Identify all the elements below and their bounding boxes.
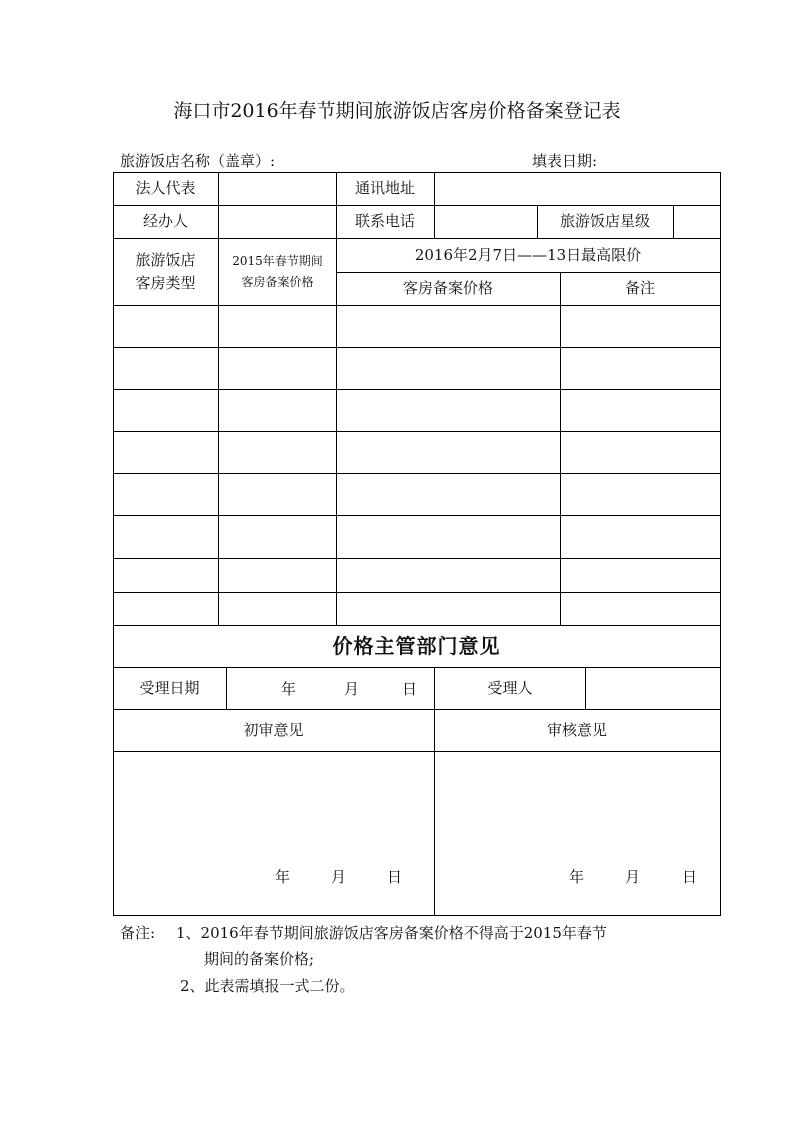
address-field[interactable] <box>435 172 720 205</box>
note-item-1-line1: 1、2016年春节期间旅游饭店客房备案价格不得高于2015年春节 <box>176 924 607 942</box>
phone-field[interactable] <box>435 205 537 238</box>
max-price-period-header: 2016年2月7日——13日最高限价 <box>414 245 642 264</box>
legal-rep-field[interactable] <box>219 172 336 205</box>
final-review-day: 日 <box>682 868 698 886</box>
acceptance-year: 年 <box>281 680 297 698</box>
price-2015-line1: 2015年春节期间 <box>232 254 323 269</box>
room-type-line2: 客房类型 <box>135 273 196 292</box>
hotel-name-label: 旅游饭店名称（盖章）: <box>120 152 276 170</box>
handler-field[interactable] <box>219 205 336 238</box>
acceptance-month: 月 <box>344 680 360 698</box>
price-2015-header <box>219 238 336 305</box>
star-level-field[interactable] <box>674 205 720 238</box>
acceptor-label: 受理人 <box>487 678 533 697</box>
legal-rep-label: 法人代表 <box>135 179 196 198</box>
final-review-label: 审核意见 <box>546 720 607 739</box>
price-dept-opinion-heading: 价格主管部门意见 <box>332 634 501 658</box>
phone-label: 联系电话 <box>354 212 415 231</box>
acceptance-day: 日 <box>402 680 418 698</box>
room-type-line1: 旅游饭店 <box>135 251 196 269</box>
acceptor-field[interactable] <box>586 667 720 709</box>
final-review-year: 年 <box>569 868 585 886</box>
room-type-header <box>113 238 218 305</box>
notes-prefix: 备注: <box>120 924 156 942</box>
initial-review-month: 月 <box>331 868 347 886</box>
page-title: 海口市2016年春节期间旅游饭店客房价格备案登记表 <box>173 100 621 122</box>
handler-label: 经办人 <box>142 212 188 231</box>
price-2015-line2: 客房备案价格 <box>241 274 314 289</box>
star-level-label: 旅游饭店星级 <box>559 212 650 231</box>
initial-review-year: 年 <box>275 868 291 886</box>
acceptance-date-label: 受理日期 <box>139 678 200 697</box>
final-review-box[interactable] <box>435 752 720 915</box>
filed-price-header: 客房备案价格 <box>402 279 493 298</box>
remarks-header: 备注 <box>624 279 655 298</box>
note-item-1-line2: 期间的备案价格; <box>204 950 315 968</box>
fill-date-label: 填表日期: <box>532 152 598 170</box>
note-item-2: 2、此表需填报一式二份。 <box>180 977 355 995</box>
final-review-month: 月 <box>625 868 641 886</box>
address-label: 通讯地址 <box>354 179 415 198</box>
initial-review-day: 日 <box>387 868 403 886</box>
initial-review-label: 初审意见 <box>243 720 304 739</box>
initial-review-box[interactable] <box>114 752 434 915</box>
